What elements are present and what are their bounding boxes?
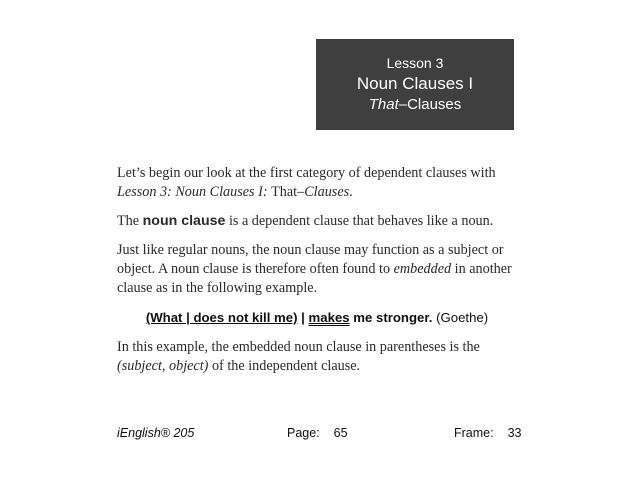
footer-page — [287, 426, 348, 440]
lesson-title-box — [316, 39, 514, 130]
intro-text: Let’s begin our look at the first category of dependent clauses with — [117, 165, 496, 181]
definition-end: is a dependent clause that behaves like a noun. — [225, 213, 494, 229]
question-end: of the independent clause. — [208, 358, 361, 374]
subtitle-rest: –Clauses — [398, 96, 462, 113]
example-noun-clause: (What | does not kill me) — [145, 310, 298, 325]
paragraph-function — [117, 241, 517, 298]
intro-italic-clauses: –Clauses — [297, 184, 350, 200]
example-attribution: (Goethe) — [432, 310, 489, 325]
function-end: in another clause as in the following example. — [117, 261, 512, 296]
page-number: 65 — [333, 426, 348, 440]
example-verb: makes — [308, 310, 350, 325]
definition-start: The — [117, 213, 143, 229]
frame-label: Frame: — [454, 426, 494, 440]
subtitle-italic: That — [368, 96, 399, 113]
footer-brand: iEnglish® 205 — [117, 426, 195, 440]
lesson-content — [117, 164, 517, 386]
intro-italic-lesson: Lesson 3: Noun Clauses I: — [117, 184, 272, 200]
frame-number: 33 — [507, 426, 522, 440]
page-label: Page: — [287, 426, 320, 440]
intro-that: That — [271, 184, 298, 200]
function-start: Just like regular nouns, the noun clause may function as a subject or object. A noun clause is therefore often found to — [117, 242, 504, 277]
paragraph-definition — [117, 212, 517, 231]
lesson-number: Lesson 3 — [386, 55, 444, 71]
example-sentence — [117, 308, 517, 327]
footer-frame — [454, 426, 522, 440]
example-separator: | — [297, 310, 309, 325]
definition-term: noun clause — [142, 213, 226, 229]
question-options: (subject, object) — [117, 358, 209, 374]
intro-period: . — [349, 184, 353, 200]
lesson-subtitle — [369, 95, 462, 115]
lesson-title: Noun Clauses I — [356, 74, 474, 93]
paragraph-intro — [117, 164, 517, 202]
function-italic: embedded — [393, 261, 452, 277]
example-rest: me stronger. — [349, 310, 433, 325]
question-start: In this example, the embedded noun clause in parentheses is the — [117, 339, 480, 355]
paragraph-question — [117, 338, 517, 376]
